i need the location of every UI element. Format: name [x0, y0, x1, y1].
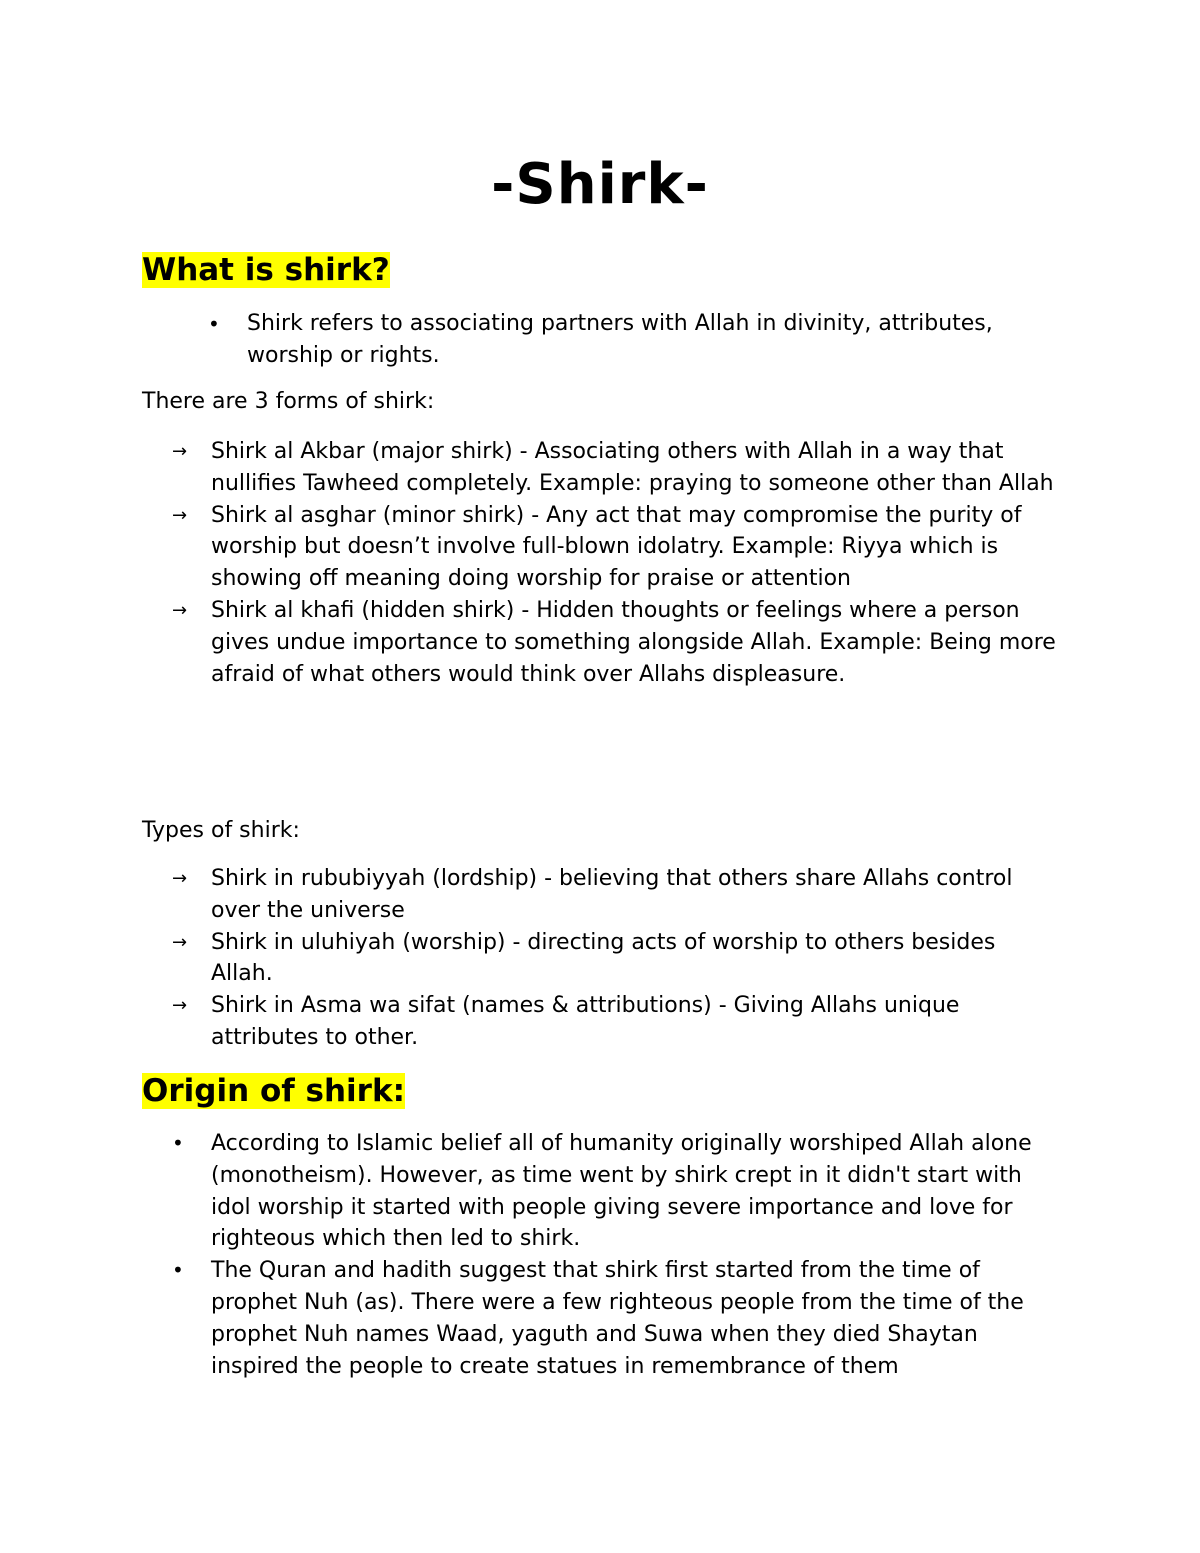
- list-item: [142, 436, 1062, 500]
- arrow-right-icon: →: [172, 599, 188, 621]
- list-item-text: Shirk al khafi (hidden shirk) - Hidden thoughts or feelings where a person gives undue importance to something alongside Allah. Example: Being more afraid of what others would think over Allahs displeasure.: [211, 597, 1056, 687]
- forms-list: [142, 436, 1062, 690]
- types-list: [142, 863, 1062, 1054]
- list-item: [142, 500, 1062, 595]
- list-item: [142, 863, 1062, 927]
- arrow-right-icon: →: [172, 931, 188, 953]
- bullet-icon: •: [172, 1258, 184, 1283]
- what-is-shirk-list: [178, 308, 1078, 372]
- forms-intro: There are 3 forms of shirk:: [142, 389, 435, 414]
- arrow-right-icon: →: [172, 995, 188, 1017]
- arrow-right-icon: →: [172, 504, 188, 526]
- types-intro: Types of shirk:: [142, 818, 300, 843]
- arrow-right-icon: →: [172, 868, 188, 889]
- list-item: [142, 990, 1062, 1054]
- heading-what-is-shirk-text: What is shirk?: [142, 252, 390, 288]
- list-item-text: According to Islamic belief all of humanity originally worshiped Allah alone (monotheism). However, as time went by shirk crept in it didn't start with idol worship it started with people giving severe importance and love for righteous which then led to shirk.: [211, 1131, 1032, 1252]
- list-item-text: Shirk in rububiyyah (lordship) - believing that others share Allahs control over the universe: [211, 866, 1013, 923]
- heading-origin-of-shirk-text: Origin of shirk:: [142, 1073, 405, 1109]
- list-item-text: Shirk in Asma wa sifat (names & attributions) - Giving Allahs unique attributes to other.: [211, 993, 960, 1050]
- list-item: [178, 308, 1078, 372]
- list-item-text: Shirk refers to associating partners with Allah in divinity, attributes, worship or rights.: [247, 311, 993, 368]
- list-item-text: Shirk in uluhiyah (worship) - directing acts of worship to others besides Allah.: [211, 929, 996, 987]
- page-title: -Shirk-: [491, 152, 709, 217]
- list-item-text: Shirk al asghar (minor shirk) - Any act that may compromise the purity of worship but doesn’t involve full-blown idolatry. Example: Riyya which is showing off meaning doing worship for praise or attention: [211, 502, 1022, 592]
- list-item: [142, 595, 1062, 690]
- list-item: [142, 1255, 1062, 1382]
- heading-what-is-shirk: [142, 250, 390, 290]
- heading-origin-of-shirk: [142, 1071, 405, 1111]
- list-item-text: Shirk al Akbar (major shirk) - Associating others with Allah in a way that nullifies Tawheed completely. Example: praying to someone other than Allah: [211, 439, 1054, 496]
- list-item-text: The Quran and hadith suggest that shirk first started from the time of prophet Nuh (as). There were a few righteous people from the time of the prophet Nuh names Waad, yaguth and Suwa when they died Shaytan inspired the people to create statues in remembrance of them: [211, 1258, 1024, 1379]
- bullet-icon: •: [172, 1131, 184, 1155]
- origin-list: [142, 1128, 1062, 1382]
- bullet-icon: •: [208, 312, 220, 336]
- list-item: [142, 927, 1062, 991]
- arrow-right-icon: →: [172, 441, 188, 462]
- list-item: [142, 1128, 1062, 1255]
